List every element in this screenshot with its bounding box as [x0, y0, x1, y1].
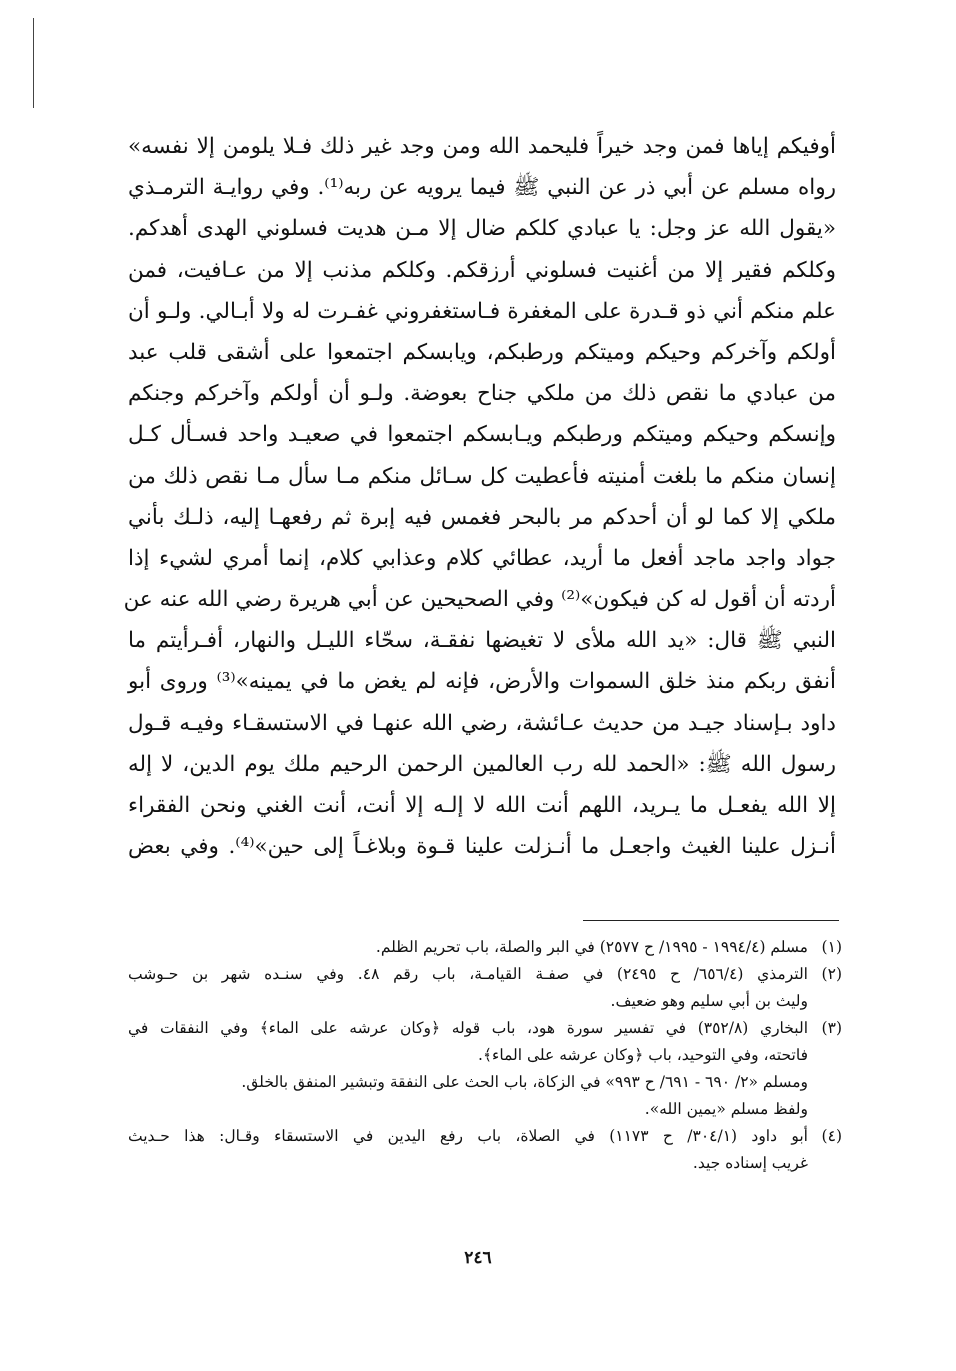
footnote-line: مسلم (١٩٩٤/٤ - ١٩٩٥/ ح ٢٥٧٧) في البر والصلة، باب تحريم الظلم. — [375, 938, 808, 956]
main-text-line: «يقول الله عز وجل: يا عبادي كلكم ضال إلا مـن هديت فسلوني الهدى أهدكم. — [128, 216, 836, 242]
footnote-body — [128, 1123, 808, 1177]
main-text-line: أولكم وآخركم وحيكم وميتكم ورطبكم، ويابسكم اجتمعوا على أشقى قلب عبد — [128, 339, 836, 365]
main-text-line: رسول الله ﷺ: «الحمد لله رب العالمين الرحمن الرحيم ملك يوم الدين، لا إله — [128, 751, 836, 777]
main-text-line: رواه مسلم عن أبي ذر عن النبي ﷺ فيما يرويه عن ربه⁽¹⁾. وفي روايـة الترمـذي — [128, 175, 836, 201]
footnote-line: الترمذي (٦٥٦/٤/ ح ٢٤٩٥) في صفـة القيامـة، باب رقم ٤٨. وفي سنـده شهر بن حـوشب — [128, 965, 808, 983]
footnote-body — [128, 961, 808, 1015]
main-text-line: علم منكم أني ذو قـدرة على المغفرة فـاستغفروني غفـرت له ولا أبـالي. ولـو أن — [128, 298, 836, 324]
footnote-line: أبو داود (٣٠٤/١/ ح ١١٧٣) في الصلاة، باب رفع اليدين في الاستسقاء وقـال: هذا حـديث — [128, 1127, 808, 1145]
main-text-line: أردته أن أقول له كن فيكون»⁽²⁾ وفي الصحيحين عن أبي هريرة رضي الله عنه عن — [123, 587, 836, 613]
margin-rule — [33, 18, 34, 108]
footnote-number: (٤) — [821, 1127, 842, 1145]
footnote-1 — [128, 934, 842, 961]
page-number: ٢٤٦ — [464, 1248, 492, 1268]
footnotes — [128, 934, 842, 1177]
footnote-body — [128, 1015, 808, 1069]
footnote-3 — [128, 1015, 842, 1069]
main-text-line: أنـزل علينا الغيث واجعـل ما أنـزلت علينا قـوة وبلاغـاً إلى حين»⁽⁴⁾. وفي بعض — [128, 834, 836, 860]
main-text-line: أوفيكم إياها فمن وجد خيراً فليحمد الله ومن وجد غير ذلك فـلا يلومن إلا نفسه» — [128, 134, 836, 159]
main-text-line: وإنسكم وحيكم وميتكم ورطبكم ويـابسكم اجتمعوا في صعيـد واحد فسـأل كـل — [128, 422, 836, 448]
footnote-line: البخاري (٣٥٢/٨) في تفسير سورة هود، باب قوله ﴿وكان عرشه على الماء﴾ وفي النفقات في — [128, 1019, 808, 1037]
footnote-3-continuation — [128, 1069, 842, 1123]
main-text-line: داود بـإسناد جيـد من حديث عـائشة، رضي الله عنهـا في الاستسقـاء وفيـه قـول — [128, 710, 836, 736]
footnote-line: فاتحته، وفي التوحيد، باب ﴿وكان عرشه على الماء﴾. — [478, 1046, 808, 1064]
main-text-line: ملكي إلا كما لو أن أحدكم مر بالبحر فغمس فيه إبرة ثم رفعهـا إليه، ذلـك بأني — [128, 504, 836, 530]
main-text-line: إنسان منكم ما بلغت أمنيته فأعطيت كل سـائل منكم مـا سأل مـا نقص ذلك من — [128, 463, 836, 489]
footnote-body — [128, 934, 808, 961]
main-text-line: جواد واجد ماجد أفعل ما أريد، عطائي كلام وعذابي كلام، إنما أمري لشيء إذا — [128, 545, 836, 571]
main-text — [123, 126, 837, 867]
main-text-line: إلا الله يفعـل ما يـريد، اللهم أنت الله لا إلـه إلا أنت، أنت الغني ونحن الفقراء — [128, 793, 836, 818]
main-text-line: أنفق ربكم منذ خلق السموات والأرض، فإنه لم يغض ما في يمينه»⁽³⁾ وروى أبو — [128, 669, 837, 695]
footnote-line: وليث بن أبي سليم وهو ضعيف. — [610, 992, 808, 1010]
footnote-number: (٣) — [821, 1019, 842, 1037]
footnote-2 — [128, 961, 842, 1015]
footnote-separator — [583, 920, 839, 921]
footnote-number: (١) — [821, 938, 842, 956]
main-text-line: النبي ﷺ قال: «يد الله ملأى لا تغيضها نفقـة، سحّاء الليـل والنهار، أفـرأيتم ما — [128, 628, 836, 654]
footnote-line: ولفظ مسلم «يمين الله». — [644, 1100, 808, 1118]
footnote-line: ومسلم «٢/ ٦٩٠ - ٦٩١/ ح ٩٩٣» في الزكاة، باب الحث على النفقة وتبشير المنفق بالخلق. — [241, 1073, 808, 1091]
main-text-line: وكلكم فقير إلا من أغنيت فسلوني أرزقكم. وكلكم مذنب إلا من عـافيت، فمن — [128, 257, 836, 283]
main-text-line: من عبادي ما نقص ذلك من ملكي جناح بعوضة. ولـو أن أولكم وآخركم وجنكم — [128, 381, 836, 407]
footnote-line: غريب إسناده جيد. — [692, 1154, 808, 1172]
footnote-number: (٢) — [821, 965, 842, 983]
footnote-4 — [128, 1123, 842, 1177]
